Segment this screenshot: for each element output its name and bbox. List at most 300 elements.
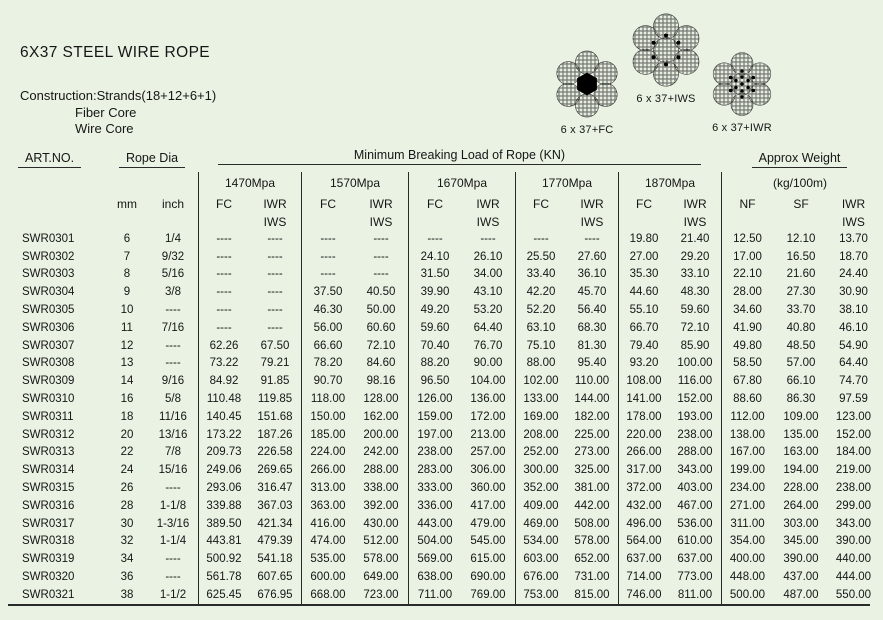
value-cell: 30 [120, 517, 134, 530]
col-header-inch: inch [161, 196, 184, 211]
col-header-iwr: IWR [263, 196, 287, 211]
value-cell: 163.00 [783, 446, 819, 459]
value-cell: 86.30 [786, 393, 816, 406]
table-row [8, 479, 870, 497]
value-cell: ---- [373, 268, 389, 281]
value-cell: 224.00 [301, 444, 354, 462]
value-cell: 118.00 [301, 390, 354, 408]
table-row [8, 408, 870, 426]
value-cell: ---- [373, 232, 389, 245]
value-cell: 266.00 [301, 461, 354, 479]
value-cell: 40.80 [786, 321, 816, 334]
value-cell: 126.00 [408, 390, 461, 408]
col-header-approx-weight: Approx Weight [721, 146, 878, 172]
value-cell: 220.00 [618, 426, 669, 444]
value-cell: 448.00 [721, 568, 773, 586]
value-cell: 63.10 [515, 319, 566, 337]
value-cell: ---- [198, 230, 249, 248]
value-cell: 72.10 [366, 339, 396, 352]
value-cell: 13/16 [158, 428, 188, 441]
value-cell: 535.00 [301, 550, 354, 568]
value-cell: 43.10 [473, 286, 503, 299]
header-spacer [618, 213, 669, 230]
value-cell: 303.00 [783, 517, 819, 530]
value-cell: 64.40 [839, 357, 868, 370]
header-spacer [301, 213, 354, 230]
value-cell: 300.00 [515, 461, 566, 479]
col-header-grade-1670: 1670Mpa [408, 172, 515, 194]
col-header-fc: FC [618, 194, 669, 213]
value-cell: 17.00 [721, 248, 773, 266]
value-cell: ---- [165, 571, 181, 584]
rope-cross-section-fc-icon [553, 50, 621, 118]
value-cell: 28 [120, 499, 134, 512]
rope-cross-section-iws-icon [629, 13, 703, 87]
value-cell: 152.00 [835, 428, 872, 441]
value-cell: 1-1/4 [159, 535, 187, 548]
value-cell: ---- [267, 286, 283, 299]
value-cell: 40.50 [366, 286, 396, 299]
value-cell: 36 [120, 571, 134, 584]
value-cell: 57.00 [786, 357, 816, 370]
value-cell: 6 [123, 232, 131, 245]
value-cell: 637.00 [618, 550, 669, 568]
value-cell: 668.00 [301, 586, 354, 604]
table-row [8, 515, 870, 533]
value-cell: 1-3/16 [156, 517, 190, 530]
value-cell: 7 [123, 250, 131, 263]
value-cell: 440.00 [835, 553, 872, 566]
value-cell: ---- [198, 301, 249, 319]
value-cell: 172.00 [470, 410, 506, 423]
value-cell: 561.78 [198, 568, 249, 586]
art-no-cell: SWR0318 [22, 535, 75, 548]
value-cell: 389.50 [198, 515, 249, 533]
value-cell: 88.20 [408, 355, 461, 373]
col-header-breaking-load: Minimum Breaking Load of Rope (KN) [198, 146, 721, 172]
value-cell: 56.40 [577, 304, 607, 317]
value-cell: 238.00 [835, 482, 872, 495]
value-cell: 20 [120, 428, 134, 441]
col-header-grade-1570: 1570Mpa [301, 172, 408, 194]
value-cell: 167.00 [721, 444, 773, 462]
value-cell: 56.00 [301, 319, 354, 337]
value-cell: 33.70 [786, 304, 816, 317]
value-cell: 14 [120, 375, 134, 388]
value-cell: 467.00 [677, 499, 713, 512]
art-no-cell: SWR0315 [22, 482, 75, 495]
page-title: 6X37 STEEL WIRE ROPE [20, 44, 211, 61]
col-header-iws: IWS [263, 214, 287, 229]
col-header-iwr: IWR [369, 196, 393, 211]
value-cell: 437.00 [783, 571, 819, 584]
value-cell: ---- [165, 339, 181, 352]
diagram-label-iwr: 6 x 37+IWR [712, 122, 772, 134]
value-cell: 336.00 [408, 497, 461, 515]
value-cell: 615.00 [470, 553, 506, 566]
value-cell: 372.00 [618, 479, 669, 497]
value-cell: 42.20 [515, 283, 566, 301]
value-cell: 283.00 [408, 461, 461, 479]
value-cell: 430.00 [363, 517, 399, 530]
value-cell: 140.45 [198, 408, 249, 426]
value-cell: 53.20 [473, 304, 503, 317]
value-cell: 70.40 [408, 337, 461, 355]
value-cell: ---- [267, 250, 283, 263]
value-cell: 534.00 [515, 533, 566, 551]
value-cell: 343.00 [835, 517, 872, 530]
art-no-cell: SWR0309 [22, 375, 75, 388]
table-row [8, 568, 870, 586]
art-no-cell: SWR0301 [22, 232, 75, 245]
value-cell: 151.68 [257, 410, 293, 423]
value-cell: 41.90 [721, 319, 773, 337]
value-cell: ---- [198, 319, 249, 337]
value-cell: ---- [301, 248, 354, 266]
value-cell: 7/16 [161, 321, 185, 334]
value-cell: 200.00 [363, 428, 399, 441]
construction-line: Construction:Strands(18+12+6+1) [20, 88, 217, 103]
value-cell: 79.21 [260, 357, 290, 370]
table-header-row-2 [8, 172, 870, 194]
value-cell: 12 [120, 339, 134, 352]
art-no-cell: SWR0302 [22, 250, 75, 263]
value-cell: 421.34 [257, 517, 293, 530]
value-cell: ---- [301, 266, 354, 284]
value-cell: 400.00 [721, 550, 773, 568]
value-cell: 55.10 [618, 301, 669, 319]
table-row [8, 533, 870, 551]
col-header-iwr: IWR [580, 196, 604, 211]
header-spacer [8, 172, 198, 194]
value-cell: 24 [120, 464, 134, 477]
value-cell: 32 [120, 535, 134, 548]
value-cell: ---- [165, 304, 181, 317]
table-header-row-1 [8, 146, 870, 172]
value-cell: 416.00 [301, 515, 354, 533]
value-cell: 367.03 [257, 499, 293, 512]
value-cell: ---- [165, 482, 181, 495]
value-cell: 59.60 [408, 319, 461, 337]
value-cell: 333.00 [408, 479, 461, 497]
value-cell: 443.00 [408, 515, 461, 533]
col-header-iws: IWS [476, 214, 500, 229]
value-cell: 22.10 [721, 266, 773, 284]
value-cell: 93.20 [618, 355, 669, 373]
value-cell: 288.00 [363, 464, 399, 477]
value-cell: 306.00 [470, 464, 506, 477]
value-cell: 119.85 [257, 393, 293, 406]
value-cell: 112.00 [721, 408, 773, 426]
col-header-weight-unit: (kg/100m) [721, 172, 878, 194]
value-cell: 569.00 [408, 550, 461, 568]
value-cell: 469.00 [515, 515, 566, 533]
value-cell: ---- [198, 248, 249, 266]
art-no-cell: SWR0316 [22, 499, 75, 512]
value-cell: 35.30 [618, 266, 669, 284]
construction-note [20, 88, 216, 138]
value-cell: 66.70 [618, 319, 669, 337]
value-cell: ---- [301, 230, 354, 248]
table-row [8, 355, 870, 373]
value-cell: 28.00 [721, 283, 773, 301]
value-cell: 162.00 [363, 410, 399, 423]
value-cell: 50.00 [366, 304, 396, 317]
art-no-cell: SWR0314 [22, 464, 75, 477]
table-row [8, 461, 870, 479]
value-cell: 208.00 [515, 426, 566, 444]
value-cell: 496.00 [618, 515, 669, 533]
value-cell: 1-1/8 [159, 499, 187, 512]
value-cell: 90.00 [473, 357, 503, 370]
value-cell: 219.00 [835, 464, 872, 477]
table-row [8, 337, 870, 355]
table-row [8, 372, 870, 390]
value-cell: 345.00 [783, 535, 819, 548]
value-cell: 257.00 [470, 446, 506, 459]
col-header-fc: FC [515, 194, 566, 213]
value-cell: 38.10 [839, 304, 868, 317]
value-cell: 109.00 [783, 410, 819, 423]
value-cell: 603.00 [515, 550, 566, 568]
value-cell: 98.16 [366, 375, 396, 388]
value-cell: 30.90 [839, 286, 868, 299]
value-cell: 273.00 [574, 446, 610, 459]
value-cell: 138.00 [721, 426, 773, 444]
value-cell: 15/16 [158, 464, 188, 477]
value-cell: 178.00 [618, 408, 669, 426]
value-cell: 9/16 [161, 375, 185, 388]
art-no-cell: SWR0306 [22, 321, 75, 334]
value-cell: 363.00 [301, 497, 354, 515]
header-spacer [198, 213, 249, 230]
value-cell: 676.00 [515, 568, 566, 586]
value-cell: 264.00 [783, 499, 819, 512]
value-cell: 360.00 [470, 482, 506, 495]
rope-diagram-fc [552, 50, 622, 136]
value-cell: 38 [120, 588, 134, 601]
value-cell: 45.70 [577, 286, 607, 299]
value-cell: 381.00 [574, 482, 610, 495]
value-cell: 68.30 [577, 321, 607, 334]
value-cell: 88.00 [515, 355, 566, 373]
value-cell: 12.10 [786, 232, 816, 245]
col-header-nf: NF [721, 194, 773, 213]
value-cell: 225.00 [574, 428, 610, 441]
value-cell: 128.00 [363, 393, 399, 406]
value-cell: 81.30 [577, 339, 607, 352]
value-cell: 24.10 [408, 248, 461, 266]
value-cell: 44.60 [618, 283, 669, 301]
value-cell: ---- [198, 266, 249, 284]
value-cell: 392.00 [363, 499, 399, 512]
value-cell: 116.00 [677, 375, 713, 388]
value-cell: ---- [267, 232, 283, 245]
value-cell: 46.30 [301, 301, 354, 319]
value-cell: 610.00 [677, 535, 713, 548]
value-cell: ---- [408, 230, 461, 248]
value-cell: 723.00 [363, 588, 399, 601]
value-cell: 22 [120, 446, 134, 459]
table-row [8, 301, 870, 319]
value-cell: 33.10 [680, 268, 710, 281]
col-header-fc: FC [198, 194, 249, 213]
value-cell: 316.47 [257, 482, 293, 495]
rope-diagram-iws [629, 13, 703, 105]
value-cell: 769.00 [470, 588, 506, 601]
art-no-cell: SWR0321 [22, 588, 75, 601]
value-cell: 52.20 [515, 301, 566, 319]
value-cell: 74.70 [839, 375, 868, 388]
art-no-cell: SWR0304 [22, 286, 75, 299]
value-cell: 102.00 [515, 372, 566, 390]
value-cell: 213.00 [470, 428, 506, 441]
value-cell: 24.40 [839, 268, 868, 281]
value-cell: 269.65 [257, 464, 293, 477]
value-cell: 34.00 [473, 268, 503, 281]
value-cell: 100.00 [677, 357, 713, 370]
value-cell: 536.00 [677, 517, 713, 530]
value-cell: 34 [120, 553, 134, 566]
construction-line: Wire Core [75, 121, 134, 136]
value-cell: ---- [480, 232, 496, 245]
value-cell: 66.60 [301, 337, 354, 355]
table-header-row-3 [8, 194, 870, 213]
art-no-cell: SWR0308 [22, 357, 75, 370]
value-cell: ---- [515, 230, 566, 248]
value-cell: 159.00 [408, 408, 461, 426]
value-cell: 48.50 [786, 339, 816, 352]
value-cell: 500.00 [721, 586, 773, 604]
value-cell: 5/16 [161, 268, 185, 281]
value-cell: ---- [165, 357, 181, 370]
value-cell: 444.00 [835, 571, 872, 584]
value-cell: 8 [123, 268, 131, 281]
value-cell: 234.00 [721, 479, 773, 497]
value-cell: 343.00 [677, 464, 713, 477]
value-cell: 84.60 [366, 357, 396, 370]
value-cell: 187.26 [257, 428, 293, 441]
value-cell: 169.00 [515, 408, 566, 426]
value-cell: 545.00 [470, 535, 506, 548]
value-cell: 48.30 [680, 286, 710, 299]
table-row [8, 390, 870, 408]
art-no-cell: SWR0312 [22, 428, 75, 441]
value-cell: 5/8 [165, 393, 181, 406]
value-cell: 487.00 [783, 588, 819, 601]
art-no-cell: SWR0319 [22, 553, 75, 566]
value-cell: 85.90 [680, 339, 710, 352]
value-cell: 9 [123, 286, 131, 299]
value-cell: 649.00 [363, 571, 399, 584]
value-cell: 123.00 [835, 410, 872, 423]
col-header-iwr: IWR [476, 196, 500, 211]
value-cell: 338.00 [363, 482, 399, 495]
value-cell: 479.00 [470, 517, 506, 530]
value-cell: 27.60 [577, 250, 607, 263]
value-cell: 78.20 [301, 355, 354, 373]
value-cell: 184.00 [835, 446, 872, 459]
value-cell: 512.00 [363, 535, 399, 548]
value-cell: 10 [120, 304, 134, 317]
value-cell: 541.18 [257, 553, 293, 566]
value-cell: 104.00 [470, 375, 506, 388]
value-cell: 62.26 [198, 337, 249, 355]
value-cell: 26.10 [473, 250, 503, 263]
value-cell: 1-1/2 [159, 588, 187, 601]
art-no-cell: SWR0313 [22, 446, 75, 459]
value-cell: 753.00 [515, 586, 566, 604]
art-no-cell: SWR0317 [22, 517, 75, 530]
value-cell: 36.10 [577, 268, 607, 281]
art-no-cell: SWR0303 [22, 268, 75, 281]
value-cell: 97.59 [839, 393, 868, 406]
diagram-label-iws: 6 x 37+IWS [636, 93, 696, 105]
value-cell: 16 [120, 393, 134, 406]
value-cell: 49.80 [721, 337, 773, 355]
value-cell: 474.00 [301, 533, 354, 551]
value-cell: 504.00 [408, 533, 461, 551]
value-cell: 108.00 [618, 372, 669, 390]
value-cell: 21.60 [786, 268, 816, 281]
col-header-iws: IWS [683, 214, 707, 229]
value-cell: 578.00 [363, 553, 399, 566]
col-header-grade-1870: 1870Mpa [618, 172, 721, 194]
value-cell: ---- [165, 553, 181, 566]
value-cell: 3/8 [165, 286, 181, 299]
value-cell: 67.50 [260, 339, 290, 352]
value-cell: 311.00 [721, 515, 773, 533]
table-row [8, 586, 870, 604]
value-cell: 91.85 [260, 375, 290, 388]
col-header-grade-1470: 1470Mpa [198, 172, 301, 194]
value-cell: 652.00 [574, 553, 610, 566]
value-cell: 625.45 [198, 586, 249, 604]
table-row [8, 426, 870, 444]
value-cell: 136.00 [470, 393, 506, 406]
value-cell: 75.10 [515, 337, 566, 355]
value-cell: 600.00 [301, 568, 354, 586]
header-spacer [721, 213, 773, 230]
value-cell: 185.00 [301, 426, 354, 444]
value-cell: 417.00 [470, 499, 506, 512]
value-cell: 64.40 [473, 321, 503, 334]
value-cell: 325.00 [574, 464, 610, 477]
value-cell: 293.06 [198, 479, 249, 497]
value-cell: 500.92 [198, 550, 249, 568]
value-cell: 66.10 [786, 375, 816, 388]
value-cell: 18 [120, 410, 134, 423]
value-cell: 73.22 [198, 355, 249, 373]
col-header-grade-1770: 1770Mpa [515, 172, 618, 194]
value-cell: 18.70 [839, 250, 868, 263]
value-cell: 508.00 [574, 517, 610, 530]
value-cell: 33.40 [515, 266, 566, 284]
value-cell: 746.00 [618, 586, 669, 604]
value-cell: 13.70 [839, 232, 868, 245]
diagram-label-fc: 6 x 37+FC [560, 124, 614, 136]
art-no-cell: SWR0307 [22, 339, 75, 352]
value-cell: 271.00 [721, 497, 773, 515]
spec-table [8, 146, 870, 606]
value-cell: 60.60 [366, 321, 396, 334]
value-cell: 46.10 [839, 321, 868, 334]
value-cell: 34.60 [721, 301, 773, 319]
value-cell: 390.00 [783, 553, 819, 566]
value-cell: 550.00 [835, 588, 872, 601]
table-row [8, 444, 870, 462]
value-cell: 432.00 [618, 497, 669, 515]
